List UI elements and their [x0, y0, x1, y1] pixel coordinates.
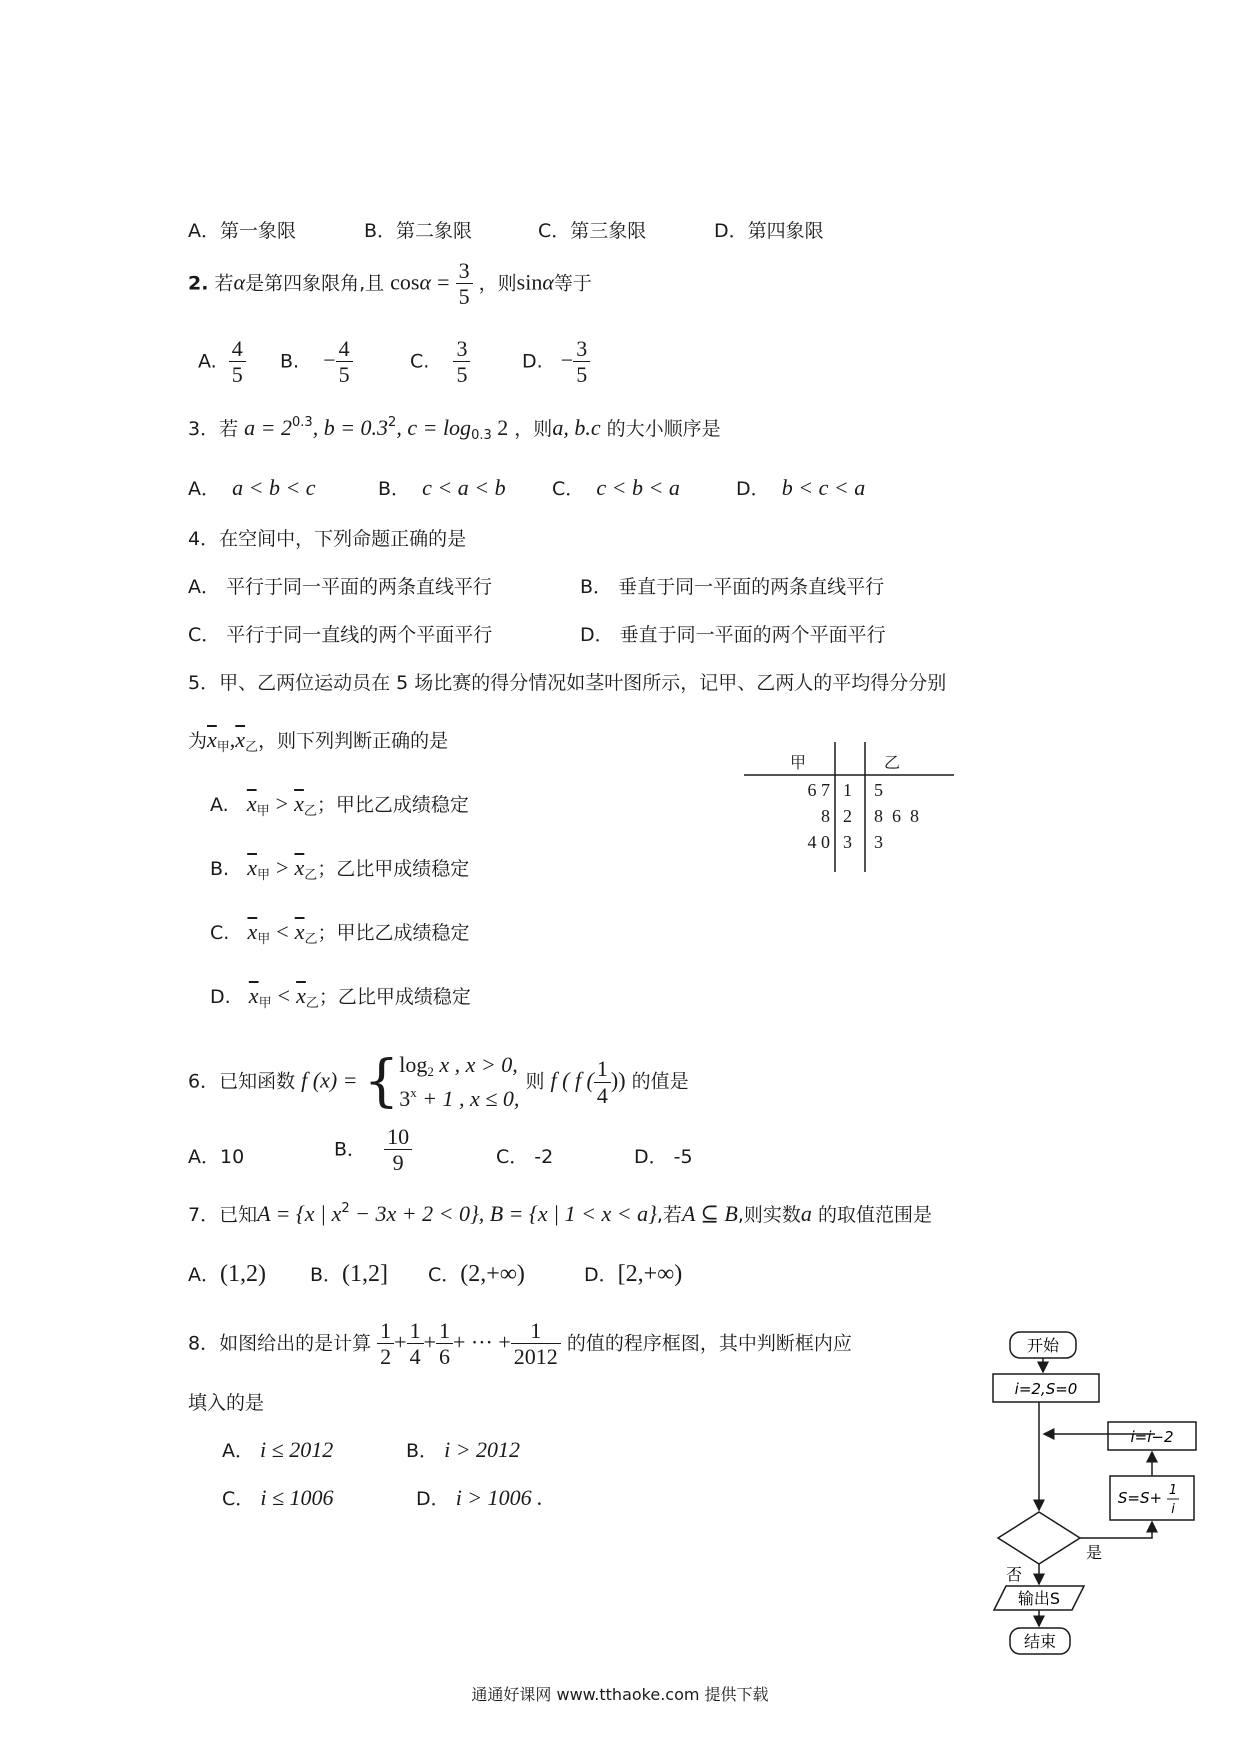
stemleaf-stem-2: 2 [843, 806, 852, 826]
q3-option-b: B． c < a < b [378, 475, 506, 500]
q1-option-a: A．第一象限 [188, 220, 296, 242]
stemleaf-right-3: 3 [874, 832, 883, 852]
q5-option-d: D. $\overline{x}_甲 < \overline{x}_乙$；乙比甲成绩稳定 [210, 983, 471, 1011]
q4-option-b: B． 垂直于同一平面的两条直线平行 [580, 576, 885, 598]
flow-no-label: 否 [1006, 1565, 1023, 1584]
flow-update-s-text: S=S+ [1117, 1489, 1163, 1507]
footer-credit: 通通好课网 www.tthaoke.com 提供下载 [471, 1685, 769, 1704]
q3-option-a: A． a < b < c [188, 475, 316, 500]
stemleaf-right-2: 8 6 8 [874, 806, 919, 826]
stemleaf-left-2: 8 [821, 806, 830, 826]
stemleaf-stem-1: 1 [843, 780, 852, 800]
q2-option-d: D. − $\frac{3}{5}$ [522, 336, 590, 388]
q5-option-c: C. $\overline{x}_甲 < \overline{x}_乙$；甲比乙成绩稳定 [210, 919, 470, 947]
q6-option-c: C． -2 [496, 1146, 554, 1168]
q2-option-b: B. − $\frac{4}{5}$ [280, 336, 353, 388]
q5-stem-line2: 为$\overline{x}_甲,\overline{x}_乙$，则下列判断正确的是 [188, 727, 449, 755]
q6-stem: 6．已知函数 f (x) = { $\log_2 x$ , x > 0, $3^x + 1$ , x ≤ 0, 则 f ( f ( $\frac{1}{4}$ )) 的值是 [188, 1049, 689, 1115]
flow-decision-diamond [998, 1512, 1080, 1564]
q5-stem-line1: 5．甲、乙两位运动员在 5 场比赛的得分情况如茎叶图所示，记甲、乙两人的平均得分分别 [188, 672, 947, 694]
flow-update-i-text: i=i−2 [1130, 1428, 1174, 1446]
q6-option-a: A．10 [188, 1146, 245, 1168]
q2-option-c: C. $\frac{3}{5}$ [410, 336, 470, 388]
q7-option-a: A．(1,2) [188, 1261, 266, 1287]
q8-option-b: B． i > 2012 [406, 1437, 521, 1462]
q6-option-b: B． $\frac{10}{9}$ [334, 1124, 412, 1176]
stemleaf-header-jia: 甲 [790, 753, 807, 772]
q2-stem: 2. 若α是第四象限角,且 cosα = $\frac{3}{5}$ ，则sinα等于 [188, 258, 592, 310]
flow-yes-label: 是 [1086, 1543, 1103, 1562]
q2-fraction: $\frac{3}{5}$ [456, 258, 473, 310]
flow-init-text: i=2,S=0 [1014, 1380, 1078, 1398]
q4-option-d: D． 垂直于同一平面的两个平面平行 [580, 624, 886, 646]
q7-stem: 7．已知A = {x | $x^2 - 3x + 2 < 0$}, B = {x | 1 < x < a},若A ⊆ B,则实数a 的取值范围是 [188, 1201, 932, 1226]
q3-option-c: C． c < b < a [552, 475, 680, 500]
q5-option-a: A. $\overline{x}_甲 > \overline{x}_乙$；甲比乙成绩稳定 [210, 791, 469, 819]
q6-option-d: D． -5 [634, 1146, 693, 1168]
stemleaf-left-1: 6 7 [807, 780, 830, 800]
flow-update-s-den: i [1171, 1502, 1175, 1517]
q1-option-c: C．第三象限 [538, 220, 647, 242]
flow-output-text: 输出S [1017, 1589, 1061, 1608]
stemleaf-right-1: 5 [874, 780, 883, 800]
q5-option-b: B. $\overline{x}_甲 > \overline{x}_乙$；乙比甲成绩稳定 [210, 855, 470, 883]
stemleaf-left-3: 4 0 [807, 832, 830, 852]
q1-option-d: D．第四象限 [714, 220, 824, 242]
q2-option-a: A. $\frac{4}{5}$ [198, 336, 246, 388]
q7-option-b: B．(1,2] [310, 1261, 389, 1287]
stemleaf-header-yi: 乙 [884, 753, 901, 772]
flow-end-text: 结束 [1023, 1632, 1057, 1651]
q8-option-c: C． i ≤ 1006 [222, 1485, 334, 1510]
q3-stem: 3．若 $a = 2^{0.3}$, $b = 0.3^2$, $c = \log_{0.3} 2$ ，则a, b.c 的大小顺序是 [188, 415, 721, 443]
q8-stem-line2: 填入的是 [188, 1392, 265, 1414]
q3-option-d: D． b < c < a [736, 475, 866, 500]
q7-option-c: C．(2,+∞) [428, 1261, 525, 1287]
q8-option-d: D． i > 1006 . [416, 1485, 543, 1510]
stemleaf-stem-3: 3 [843, 832, 852, 852]
q7-option-d: D．[2,+∞) [584, 1261, 683, 1287]
q8-stem: 8．如图给出的是计算 $\frac{1}{2}$ + $\frac{1}{4}$ + $\frac{1}{6}$ + ··· + $\frac{1}{2012}$ 的值的程序框图，其中判断框内应 [188, 1318, 852, 1370]
q1-option-b: B．第二象限 [364, 220, 473, 242]
q8-option-a: A． i ≤ 2012 [222, 1437, 334, 1462]
q4-option-c: C． 平行于同一直线的两个平面平行 [188, 624, 493, 646]
flow-start-text: 开始 [1026, 1336, 1060, 1355]
q4-stem: 4．在空间中，下列命题正确的是 [188, 528, 467, 550]
flow-update-s-num: 1 [1168, 1483, 1178, 1498]
q4-option-a: A． 平行于同一平面的两条直线平行 [188, 576, 493, 598]
